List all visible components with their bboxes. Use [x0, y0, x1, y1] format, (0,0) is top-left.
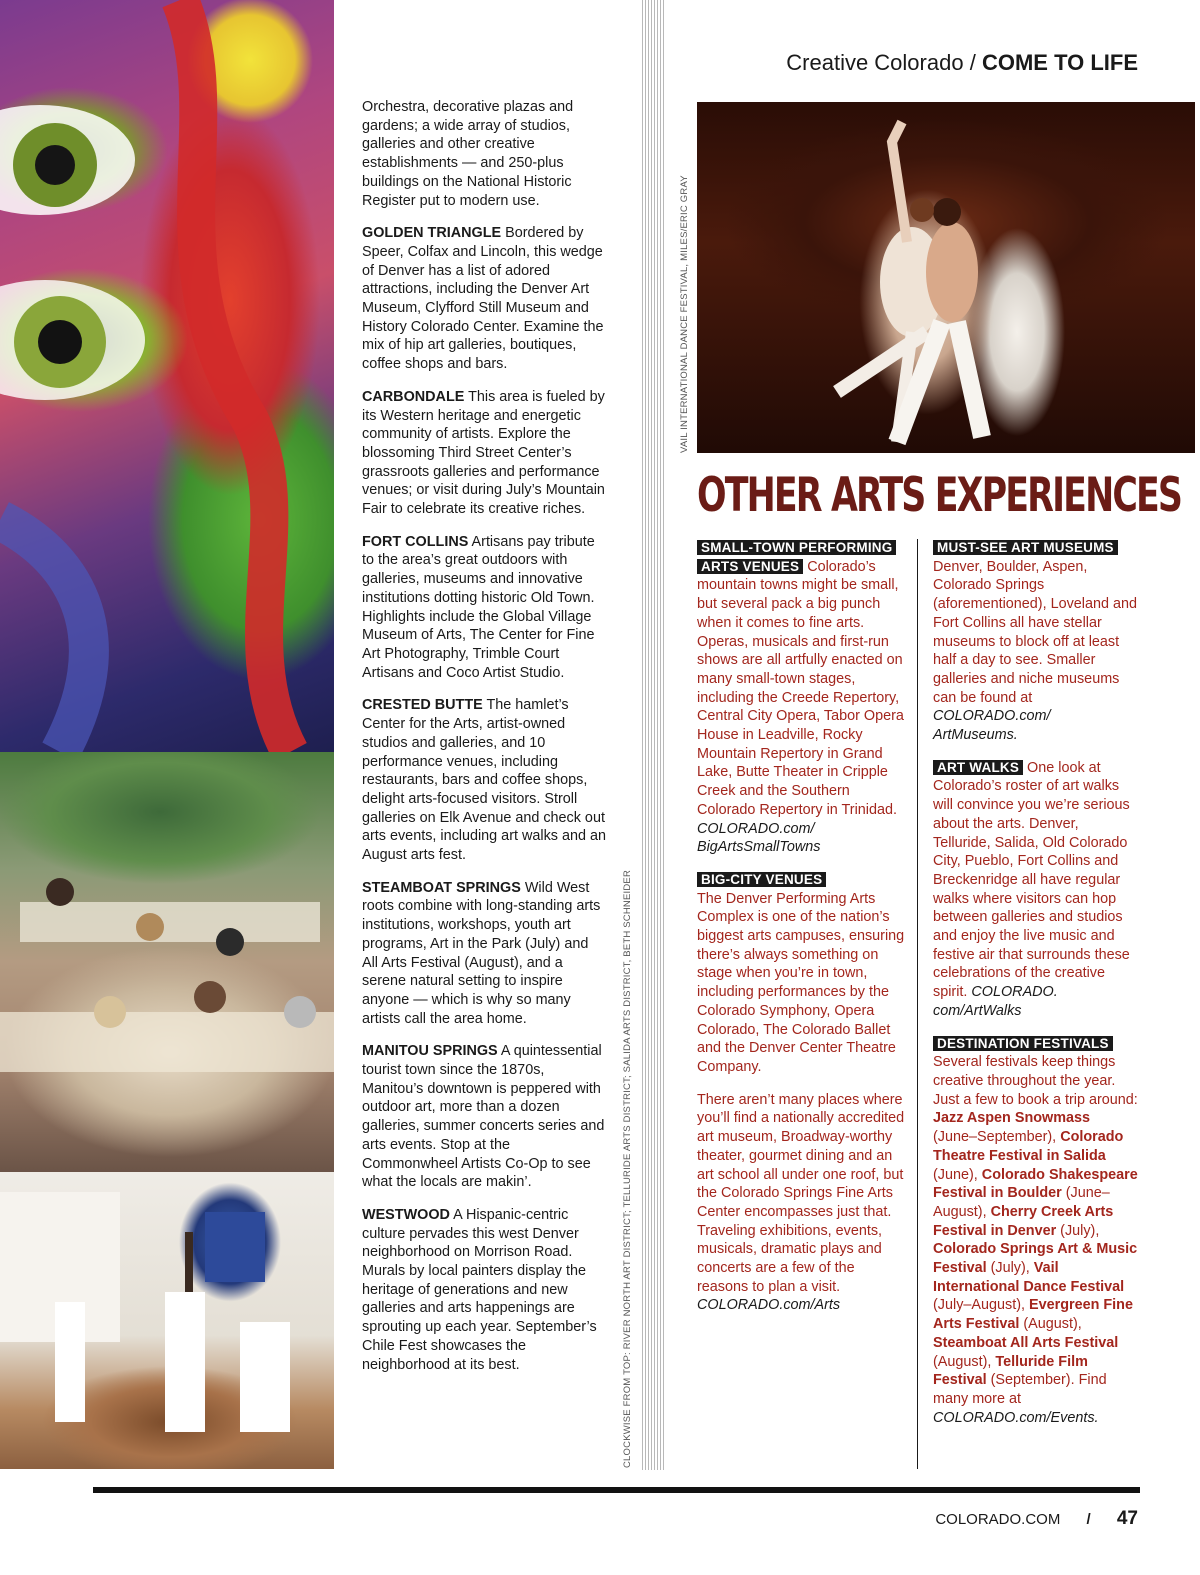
district-name: CRESTED BUTTE [362, 697, 483, 714]
column-divider [917, 539, 918, 1469]
festival-name: Vail International Dance Festival [933, 1260, 1125, 1295]
district-name: FORT COLLINS [362, 533, 469, 550]
district-text: Bordered by Speer, Colfax and Lincoln, this wedge of Denver has a list of adored attractions, including the Denver Art Museum, Clyfford Still Museum and History Colorado Center. Examine the mix of hip art galleries, boutiques, coffee shops and bars. [362, 225, 604, 373]
festival-when: (June–September), [933, 1129, 1057, 1146]
festival-name: Jazz Aspen Snowmass [933, 1110, 1091, 1127]
small-town-venues [697, 539, 907, 857]
festival-when: (June), [933, 1166, 978, 1183]
festival-when: (June–August), [933, 1185, 1110, 1220]
festival-name: Colorado Springs Art & Music Festival [933, 1241, 1138, 1277]
fine-arts-center [697, 1091, 907, 1315]
photo-credit-left: CLOCKWISE FROM TOP: RIVER NORTH ART DISTRICT; TELLURIDE ARTS DISTRICT; SALIDA ARTS DISTRICT, BETH SCHNEIDER [622, 869, 633, 1468]
district-entry [362, 224, 607, 374]
small-town-text: Colorado’s mountain towns might be small, but several pack a big punch when it comes to fine arts. Operas, musicals and first-run shows are all artfully enacted on many small-town stages, including the Creede Repertory, Central City Opera, Tabor Opera House in Leadville, Rocky Mountain Repertory in Grand Lake, Butte Theater in Cripple Creek and the Southern Colorado Repertory in Trinidad. [697, 558, 904, 818]
tag-art-museums: MUST-SEE ART MUSEUMS [933, 540, 1118, 555]
page-footer [935, 1508, 1138, 1530]
footer-separator: / [1086, 1511, 1091, 1528]
tag-art-walks: ART WALKS [933, 760, 1023, 775]
district-entry [362, 1042, 607, 1192]
dance-festival-photo [697, 102, 1195, 453]
arts-column-middle [697, 539, 907, 1329]
district-name: CARBONDALE [362, 388, 465, 405]
district-text: A Hispanic-centric culture pervades this west Denver neighborhood on Morrison Road. Murals by local painters display the heritage of generations and new galleries and arts happenings are sprouting up each year. September’s Chile Fest showcases the neighborhood at its best. [362, 1206, 597, 1373]
dotted-divider [642, 0, 664, 1470]
district-name: GOLDEN TRIANGLE [362, 225, 502, 242]
tag-small-town-line2: ARTS VENUES [697, 559, 803, 574]
museums-link[interactable]: COLORADO.com/ ArtMuseums. [933, 708, 1051, 744]
art-walks-link[interactable]: COLORADO. com/ArtWalks [933, 984, 1058, 1019]
district-entry [362, 1206, 607, 1374]
gallery-photo [0, 1172, 334, 1469]
art-museums [933, 539, 1138, 745]
festival-name: Telluride Film Festival [933, 1353, 1088, 1389]
intro-paragraph: Orchestra, decorative plazas and gardens; a wide array of studios, galleries and other creative establishments — and 250-plus buildings on the National Historic Register put to modern use. [362, 99, 574, 209]
tag-small-town-line1: SMALL-TOWN PERFORMING [697, 540, 896, 555]
festival-name: Evergreen Fine Arts Festival [933, 1297, 1133, 1333]
festival-when: (July–August), [933, 1297, 1025, 1314]
photo-credit-right: VAIL INTERNATIONAL DANCE FESTIVAL, MILES/ERIC GRAY [679, 175, 690, 453]
district-entry [362, 696, 607, 864]
fine-arts-link[interactable]: COLORADO.com/Arts [697, 1297, 841, 1314]
district-entry [362, 879, 607, 1029]
art-walks-text: One look at Colorado’s roster of art walks will convince you we’re serious about the arts. Denver, Telluride, Salida, Old Colorado City, Pueblo, Fort Collins and Breckenridge all have regular walks where visitors can hop between galleries and studios and enjoy the live music and festive air that surrounds these celebrations of the creative spirit. [933, 759, 1130, 1001]
district-entry [362, 388, 607, 519]
district-text: Artisans pay tribute to the area’s great outdoors with galleries, museums and innovative institutions dotting historic Old Town. Highlights include the Global Village Museum of Arts, The Center for Fine Art Photography, Trimble Court Artisans and Coco Artist Studio. [362, 533, 595, 681]
header-separator: / [969, 50, 976, 75]
festivals-outro: Find many more at [933, 1372, 1107, 1407]
small-town-link[interactable]: COLORADO.com/ BigArtsSmallTowns [697, 820, 821, 856]
tag-big-city: BIG-CITY VENUES [697, 872, 826, 887]
arts-column-right [933, 539, 1138, 1441]
district-text: Wild West roots combine with long-standing arts institutions, workshops, youth art programs, Art in the Park (July) and All Arts Festival (August), and a serene natural setting to inspire anyone — which is why so many artists call the area home. [362, 879, 601, 1027]
big-city-venues [697, 871, 907, 1077]
festivals-intro: Several festivals keep things creative throughout the year. Just a few to book a trip around: [933, 1054, 1138, 1108]
footer-site[interactable]: COLORADO.COM [935, 1511, 1061, 1528]
header-section: Creative Colorado [786, 50, 964, 75]
tag-festivals: DESTINATION FESTIVALS [933, 1036, 1113, 1051]
festival-name: Steamboat All Arts Festival [933, 1334, 1119, 1351]
mural-photo [0, 0, 334, 752]
festival-name: Colorado Shakespeare Festival in Boulder [933, 1166, 1138, 1202]
festival-when: (July), [990, 1260, 1030, 1277]
festival-name: Cherry Creek Arts Festival in Denver [933, 1203, 1114, 1239]
district-text: A quintessential tourist town since the 1870s, Manitou’s downtown is peppered with outdoor art, more than a dozen galleries, summer concerts series and arts events. Stop at the Commonwheel Artists Co-Op to see what the locals are makin’. [362, 1043, 605, 1191]
section-title: OTHER ARTS EXPERIENCES [697, 468, 1182, 523]
art-walks [933, 759, 1138, 1021]
district-text: This area is fueled by its Western heritage and energetic community of artists. Explore the blossoming Third Street Center’s grassroots galleries and performance venues; or visit during July’s Mountain Fair to celebrate its creative riches. [362, 388, 605, 518]
district-entry [362, 533, 607, 683]
festivals-link[interactable]: COLORADO.com/Events. [933, 1409, 1099, 1426]
art-workshop-photo [0, 752, 334, 1172]
district-name: STEAMBOAT SPRINGS [362, 879, 521, 896]
big-city-text: The Denver Performing Arts Complex is one of the nation’s biggest arts campuses, ensuring there’s always something on stage when you’re in town, including performances by the Colorado Symphony, Opera Colorado, The Colorado Ballet and the Denver Center Theatre Company. [697, 890, 905, 1075]
museums-text: Denver, Boulder, Aspen, Colorado Springs (aforementioned), Loveland and Fort Collins all have stellar museums to block off at least half a day to see. Smaller galleries and niche museums can be found at [933, 558, 1138, 706]
fine-arts-text: There aren’t many places where you’ll find a nationally accredited art museum, Broadway-worthy theater, gourmet dining and an art school all under one roof, but the Colorado Springs Fine Arts Center encompasses just that. Traveling exhibitions, events, musicals, dramatic plays and concerts are a few of the reasons to plan a visit. [697, 1091, 905, 1295]
district-name: MANITOU SPRINGS [362, 1043, 498, 1060]
page-header [786, 50, 1138, 76]
festival-when: (August), [933, 1353, 992, 1370]
festival-name: Colorado Theatre Festival in Salida [933, 1129, 1124, 1164]
destination-festivals [933, 1035, 1138, 1428]
festival-when: (July), [1060, 1222, 1100, 1239]
district-listings [362, 98, 607, 1388]
district-text: The hamlet’s Center for the Arts, artist-owned studios and galleries, and 10 performance venues, including restaurants, bars and coffee shops, delight arts-focused visitors. Stroll galleries on Elk Avenue and check out arts events, including art walks and an August arts fest. [362, 697, 606, 864]
header-title: COME TO LIFE [981, 50, 1138, 75]
footer-rule [93, 1487, 1140, 1493]
festival-when: (September). [990, 1372, 1075, 1389]
page-number: 47 [1116, 1508, 1138, 1529]
district-name: WESTWOOD [362, 1206, 450, 1223]
festival-when: (August), [1023, 1316, 1082, 1333]
